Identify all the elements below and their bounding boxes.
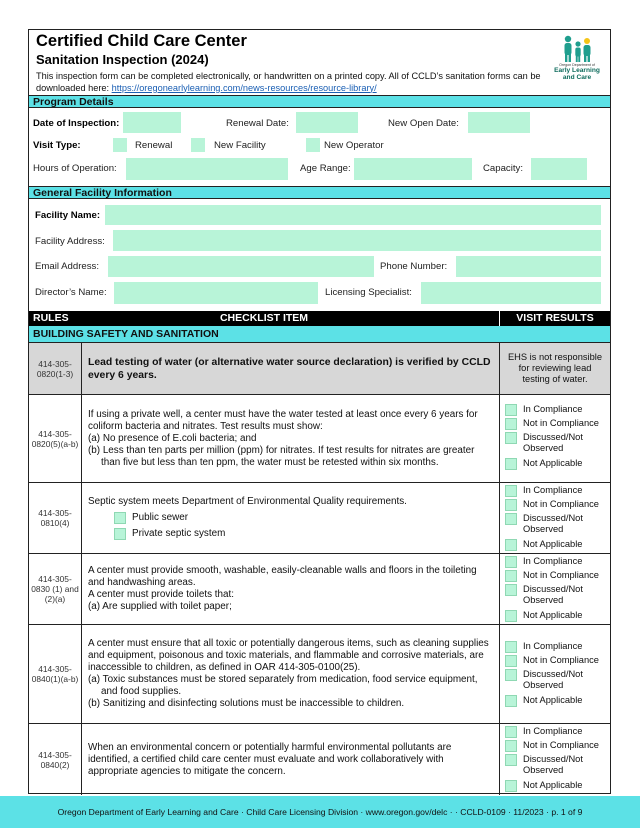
- result-not-applicable[interactable]: [505, 458, 610, 472]
- renewal-date-field[interactable]: [296, 112, 358, 133]
- in-compliance-checkbox[interactable]: [505, 404, 517, 416]
- visit-results-col-header: VISIT RESULTS: [499, 311, 610, 326]
- facility-name-label: Facility Name:: [35, 210, 101, 221]
- discussed-checkbox[interactable]: [505, 513, 517, 525]
- option-label: In Compliance: [523, 556, 583, 566]
- not-applicable-checkbox[interactable]: [505, 458, 517, 470]
- phone-number-field[interactable]: [456, 256, 601, 277]
- rule-intro: A center must ensure that all toxic or potentially dangerous items, such as cleaning supplies and equipment, poisonous and toxic materials, and flammable and corrosive materials, are inaccessible to children, as defined in OAR 414-305-0100(25).: [88, 638, 489, 673]
- not-in-compliance-checkbox[interactable]: [505, 740, 517, 752]
- rule-text-container: [88, 483, 493, 553]
- option-label: Not in Compliance: [523, 499, 599, 509]
- logo-line-2: Early Learning: [554, 67, 600, 74]
- checklist-row-toileting: [29, 554, 610, 625]
- result-not-in-compliance[interactable]: [505, 418, 610, 432]
- option-label: Not Applicable: [523, 780, 583, 790]
- facility-name-field[interactable]: [105, 205, 601, 225]
- in-compliance-checkbox[interactable]: [505, 485, 517, 497]
- directors-name-field[interactable]: [114, 282, 318, 304]
- licensing-specialist-field[interactable]: [421, 282, 601, 304]
- facility-address-field[interactable]: [113, 230, 601, 251]
- option-label: Not Applicable: [523, 539, 583, 549]
- licensing-specialist-label: Licensing Specialist:: [325, 287, 412, 298]
- private-septic-checkbox[interactable]: [114, 528, 126, 540]
- results-options: [499, 724, 610, 795]
- page-footer: Oregon Department of Early Learning and Care · Child Care Licensing Division · www.oregon.gov/delc · · CCLD-0109 · 11/2023 · p. 1 of 9: [0, 796, 640, 828]
- result-in-compliance[interactable]: [505, 726, 610, 740]
- new-open-date-field[interactable]: [468, 112, 530, 133]
- checklist-row-toxic-items: [29, 625, 610, 724]
- rule-intro: Septic system meets Department of Environmental Quality requirements.: [88, 496, 407, 507]
- rule-code: 414-305-0840(2): [29, 724, 82, 795]
- checklist-row-septic: [29, 483, 610, 554]
- result-not-applicable[interactable]: [505, 695, 610, 709]
- results-options: [499, 395, 610, 482]
- result-not-applicable[interactable]: [505, 780, 610, 794]
- rule-text-container: [88, 625, 493, 723]
- capacity-field[interactable]: [531, 158, 587, 180]
- checklist-column-header: [29, 311, 610, 326]
- rule-intro: If using a private well, a center must have the water tested at least once every 6 years for coliform bacteria and nitrates. Test results must show:: [88, 408, 478, 432]
- form-title: Certified Child Care Center: [36, 32, 247, 50]
- checklist-row-private-well: [29, 395, 610, 483]
- rule-code: 414-305-0820(1-3): [29, 343, 82, 394]
- not-in-compliance-checkbox[interactable]: [505, 499, 517, 511]
- resource-library-link[interactable]: https://oregonearlylearning.com/news-resources/resource-library/: [111, 82, 377, 93]
- rule-text-container: [88, 395, 493, 482]
- new-operator-option-label: New Operator: [324, 140, 384, 151]
- intro-text: [36, 71, 556, 94]
- option-label: Discussed/Not Observed: [523, 669, 583, 690]
- email-address-label: Email Address:: [35, 261, 99, 272]
- option-label: Not in Compliance: [523, 570, 599, 580]
- rules-col-header: RULES: [33, 312, 69, 324]
- option-label: In Compliance: [523, 641, 583, 651]
- not-applicable-checkbox[interactable]: [505, 539, 517, 551]
- result-note: EHS is not responsible for reviewing lead testing of water.: [499, 343, 610, 394]
- rule-intro: When an environmental concern or potentially harmful environmental pollutants are identified, a certified child care center must evaluate and work collaboratively with appropriate agencies to mitigate the concern.: [88, 741, 452, 777]
- private-septic-option[interactable]: [114, 528, 493, 540]
- result-not-applicable[interactable]: [505, 610, 610, 624]
- not-in-compliance-checkbox[interactable]: [505, 655, 517, 667]
- option-label: Not in Compliance: [523, 740, 599, 750]
- result-discussed-not-observed[interactable]: [505, 432, 610, 458]
- rule-item-b: (b) Less than ten parts per million (ppm) for nitrates. If test results for nitrates are greater than five but less than ten ppm, the water must be retested within six months.: [88, 444, 475, 468]
- rule-code: 414-305-0830 (1) and (2)(a): [29, 554, 82, 624]
- rule-item-a: (a) Are supplied with toilet paper;: [88, 601, 232, 612]
- option-label: Not Applicable: [523, 458, 583, 468]
- not-in-compliance-checkbox[interactable]: [505, 418, 517, 430]
- logo-line-1: Oregon Department of: [559, 63, 595, 67]
- discussed-checkbox[interactable]: [505, 432, 517, 444]
- rule-text-container: [88, 554, 493, 624]
- result-in-compliance[interactable]: [505, 485, 610, 499]
- results-options: [499, 483, 610, 553]
- discussed-checkbox[interactable]: [505, 754, 517, 766]
- result-not-in-compliance[interactable]: [505, 740, 610, 754]
- rule-code: 414-305-0820(5)(a-b): [29, 395, 82, 482]
- in-compliance-checkbox[interactable]: [505, 556, 517, 568]
- option-label: Not Applicable: [523, 695, 583, 705]
- rule-item-a: (a) Toxic substances must be stored separately from medication, food service equipment, and food supplies.: [88, 674, 478, 697]
- discussed-checkbox[interactable]: [505, 669, 517, 681]
- email-address-field[interactable]: [108, 256, 374, 277]
- directors-name-label: Director’s Name:: [35, 287, 107, 298]
- option-label: Discussed/Not Observed: [523, 754, 583, 775]
- form-frame: [28, 29, 611, 794]
- in-compliance-checkbox[interactable]: [505, 641, 517, 653]
- result-discussed-not-observed[interactable]: [505, 669, 610, 695]
- results-options: [499, 554, 610, 624]
- option-label: Discussed/Not Observed: [523, 584, 583, 605]
- rule-item-b: (b) Sanitizing and disinfecting solutions must be inaccessible to children.: [88, 698, 405, 709]
- private-septic-label: Private septic system: [132, 528, 226, 539]
- family-logo-icon: [559, 35, 595, 63]
- renewal-date-label: Renewal Date:: [226, 118, 289, 129]
- option-label: Not Applicable: [523, 610, 583, 620]
- result-in-compliance[interactable]: [505, 404, 610, 418]
- building-safety-section-header: BUILDING SAFETY AND SANITATION: [29, 326, 610, 343]
- not-in-compliance-checkbox[interactable]: [505, 570, 517, 582]
- public-sewer-option[interactable]: [114, 512, 493, 524]
- intro-description: This inspection form can be completed electronically, or handwritten on a printed copy. All of CCLD’s sanitation forms can be downloaded here:: [36, 71, 541, 93]
- rule-intro-2: A center must provide toilets that:: [88, 589, 235, 600]
- form-subtitle: Sanitation Inspection (2024): [36, 52, 209, 67]
- age-range-label: Age Range:: [300, 163, 351, 174]
- rule-text: Lead testing of water (or alternative water source declaration) is verified by CCLD every 6 years.: [88, 356, 491, 381]
- result-in-compliance[interactable]: [505, 641, 610, 655]
- rule-text-container: [88, 343, 493, 394]
- rule-intro: A center must provide smooth, washable, easily-cleanable walls and floors in the toileting and handwashing areas.: [88, 565, 477, 588]
- result-not-in-compliance[interactable]: [505, 499, 610, 513]
- not-applicable-checkbox[interactable]: [505, 610, 517, 622]
- public-sewer-checkbox[interactable]: [114, 512, 126, 524]
- checklist-row-environmental: [29, 724, 610, 795]
- hours-of-operation-field[interactable]: [126, 158, 288, 180]
- age-range-field[interactable]: [354, 158, 472, 180]
- capacity-label: Capacity:: [483, 163, 523, 174]
- visit-type-label: Visit Type:: [33, 140, 81, 151]
- program-details-header: Program Details: [29, 95, 610, 108]
- result-not-applicable[interactable]: [505, 539, 610, 553]
- new-open-date-label: New Open Date:: [388, 118, 459, 129]
- new-operator-checkbox[interactable]: [306, 138, 320, 152]
- public-sewer-label: Public sewer: [132, 512, 188, 523]
- rule-item-a: (a) No presence of E.coli bacteria; and: [88, 432, 257, 444]
- delc-logo: [552, 35, 602, 90]
- facility-info-header: General Facility Information: [29, 186, 610, 199]
- date-of-inspection-field[interactable]: [123, 112, 181, 133]
- option-label: Discussed/Not Observed: [523, 432, 583, 453]
- option-label: Not in Compliance: [523, 418, 599, 428]
- result-discussed-not-observed[interactable]: [505, 754, 610, 780]
- checklist-item-col-header: CHECKLIST ITEM: [219, 312, 309, 324]
- rule-code: 414-305-0840(1)(a-b): [29, 625, 82, 723]
- option-label: In Compliance: [523, 726, 583, 736]
- option-label: In Compliance: [523, 485, 583, 495]
- result-discussed-not-observed[interactable]: [505, 513, 610, 539]
- phone-number-label: Phone Number:: [380, 261, 448, 272]
- not-applicable-checkbox[interactable]: [505, 780, 517, 792]
- rule-text-container: [88, 724, 493, 795]
- discussed-checkbox[interactable]: [505, 584, 517, 596]
- renewal-option-label: Renewal: [135, 140, 173, 151]
- in-compliance-checkbox[interactable]: [505, 726, 517, 738]
- not-applicable-checkbox[interactable]: [505, 695, 517, 707]
- new-facility-option-label: New Facility: [214, 140, 266, 151]
- date-of-inspection-label: Date of Inspection:: [33, 118, 120, 129]
- result-in-compliance[interactable]: [505, 556, 610, 570]
- result-not-in-compliance[interactable]: [505, 655, 610, 669]
- checklist-row-lead-testing: [29, 343, 610, 395]
- logo-line-3: and Care: [562, 74, 592, 81]
- option-label: Discussed/Not Observed: [523, 513, 583, 534]
- hours-of-operation-label: Hours of Operation:: [33, 163, 117, 174]
- option-label: In Compliance: [523, 404, 583, 414]
- facility-address-label: Facility Address:: [35, 236, 105, 247]
- results-options: [499, 625, 610, 723]
- option-label: Not in Compliance: [523, 655, 599, 665]
- renewal-checkbox[interactable]: [113, 138, 127, 152]
- new-facility-checkbox[interactable]: [191, 138, 205, 152]
- result-discussed-not-observed[interactable]: [505, 584, 610, 610]
- result-not-in-compliance[interactable]: [505, 570, 610, 584]
- rule-code: 414-305-0810(4): [29, 483, 82, 553]
